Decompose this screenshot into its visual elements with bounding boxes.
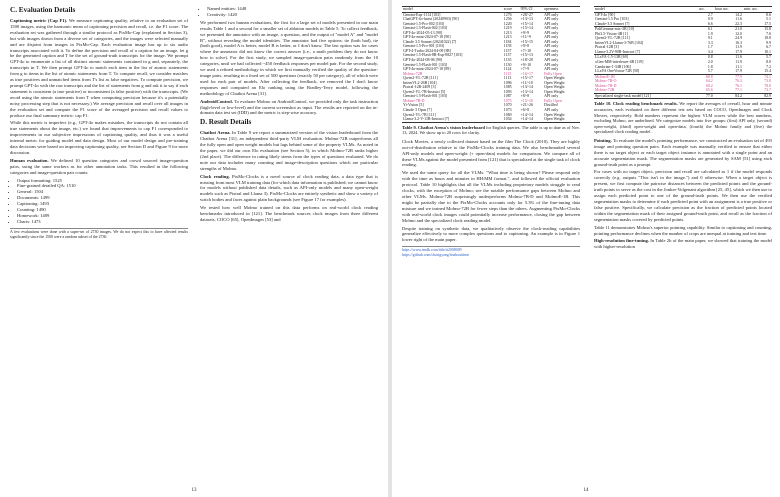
table-cell: InternVL2-Llama-3-76B [104] bbox=[595, 40, 644, 45]
table-cell: LLaVA-1.5-13B [69] bbox=[595, 55, 628, 60]
table-cell: Molmo-7B-O bbox=[595, 79, 617, 84]
page-number: 13 bbox=[191, 488, 197, 493]
table-cell: 11.6 bbox=[735, 17, 742, 22]
table-cell: API only bbox=[544, 21, 559, 26]
table-cell: +11/-10 bbox=[520, 80, 533, 85]
paragraph-high-res bbox=[594, 238, 772, 250]
page-number: 14 bbox=[583, 488, 589, 493]
table-cell: 6.7 bbox=[766, 45, 771, 50]
table-header-cell: model bbox=[402, 7, 503, 13]
table-cell: Gemini-1.5-Flash-002 [103] bbox=[403, 26, 448, 31]
table-cell: xGen-MM-interleave-4B [119] bbox=[595, 60, 644, 65]
table-cell: Gemini-Exp-1114 [103] bbox=[403, 12, 441, 17]
table-cell: +15/-16 bbox=[520, 98, 533, 103]
paragraph-clock-query: We used the same query for all the VLMs: "What time is being shown? Please respond only with the time as hours and minutes in HH:MM format.", and followed the official evaluation protocol. Table 10 highlights that all the VLMs including proprietary models struggle to read clocks, with the exception of Molmo; see the notable performance gaps between Molmo and other VLMs. Molmo-72B surprisingly underperforms Molmo-7B-D and MolmoE-1B. This might be partially due to the PixMo-Clocks accounts only for 5.3% of the fine-tuning data mixture and we trained Molmo-72B for fewer steps than the others. Augmenting PixMo-Clocks with real-world clock images could potentially increase performance, closing the gap between Molmo and the specialized clock reading model. bbox=[402, 170, 580, 223]
table-cell: 73.7 bbox=[743, 88, 772, 93]
table-cell: 78.0 bbox=[764, 83, 771, 88]
table-cell: Open Weight bbox=[543, 117, 580, 122]
table-9-caption bbox=[402, 125, 580, 136]
paragraph-pointing-results: Table 11 demonstrates Molmo's superior pointing capability. Similar to captioning and counting, pointing performance declines when the number of crops are unequal at training and test time. bbox=[594, 224, 772, 236]
table-cell: API only bbox=[544, 53, 559, 58]
paragraph-human-eval-method: We performed two human evaluations, the first for a large set of models presented in our main results Table 1 and a second for a smaller set of ablation models in Table 5. To collect feedback, we presented the annotator with an image, a question, and the output of "model A" and "model B", without revealing the model identities. The annotator had five options: tie (both bad), tie (both good), model A is better, model B is better, or I don't know. The last option was for cases where the annotator did not know the correct answer (i.e., a math problem they do not know how to solve). For the first study, we sampled image-question pairs randomly from the 10 categories, until we had collected ~450 feedback responses per model pair. For the second study, we used a refined methodology in which we first manually verified the quality of the question-image pairs, resulting in a fixed set of 500 questions (exactly 50 per category), all of which were used for each pair of models. After collecting the feedback, we removed the I don't know responses and computed an Elo ranking using the Bradley-Terry model, following the methodology of Chatbot Arena [31]. bbox=[200, 19, 378, 96]
table-cell: 1130 bbox=[503, 62, 512, 67]
table-cell: Claude 3 Opus [7] bbox=[403, 108, 432, 113]
table-cell: 1115 bbox=[503, 71, 512, 76]
table-cell: 24.9 bbox=[735, 36, 742, 41]
table-cell: 1.7 bbox=[707, 45, 713, 50]
table-cell: 14.2 bbox=[735, 12, 742, 17]
table-cell: Llama-3.2V-90B-Instruct [7] bbox=[594, 50, 698, 55]
paragraph-clock-generalize: Despite training on synthetic data, we qualitatively observe the clock-reading capabilities generalize effectively to more complex questions and to captioning. An example is in Figure 1 lower right of the main paper. bbox=[402, 225, 580, 243]
table-cell: Open Weight bbox=[544, 112, 565, 117]
table-cell: 1.9 bbox=[707, 31, 713, 36]
table-cell: +15/-15 bbox=[520, 39, 533, 44]
list-item: • Creativity: 1420 bbox=[207, 12, 378, 18]
table-cell: +7/-9 bbox=[520, 67, 530, 72]
table-10-caption bbox=[594, 101, 772, 135]
table-cell: 9.9 bbox=[766, 40, 771, 45]
paragraph-lead: AndroidControl. bbox=[200, 98, 233, 104]
table-cell: +9/-9 bbox=[520, 30, 530, 35]
table-cell: Llama-3.2-V-11B-Instruct [7] bbox=[402, 117, 503, 122]
table-cell: +13/-14 bbox=[520, 85, 533, 90]
table-cell: 76.3 bbox=[735, 79, 742, 84]
table-cell: Claude 3.5 Sonnet (20241022) [7] bbox=[403, 39, 457, 44]
table-cell: +9/-10 bbox=[520, 62, 531, 67]
list-item: • Captioning: 1493 bbox=[17, 201, 188, 207]
table-cell: ChatGPT-4o-latest (20240903) [90] bbox=[403, 17, 459, 22]
table-cell: 11.9 bbox=[735, 60, 742, 65]
paragraph-lead: High-resolution fine-tuning. bbox=[594, 238, 649, 244]
table-cell: 21.0 bbox=[735, 27, 742, 32]
list-item: • Counting: 1490 bbox=[17, 207, 188, 213]
table-row bbox=[594, 93, 772, 99]
table-cell: API only bbox=[544, 44, 559, 49]
table-header-cell: openness bbox=[543, 7, 580, 13]
list-item: • Output formatting: 1525 bbox=[17, 178, 188, 184]
paragraph-lead: Chatbot Arena. bbox=[200, 130, 231, 136]
table-body bbox=[594, 12, 772, 99]
paragraph-lead: Human evaluation. bbox=[10, 157, 49, 163]
paragraph-lead: Captioning metric (Cap F1). bbox=[10, 18, 68, 23]
table-cell: +11/-9 bbox=[520, 35, 531, 40]
table-cell: 17.5 bbox=[743, 22, 772, 27]
table-header-cell: model bbox=[594, 7, 698, 13]
table-cell: +21/-26 bbox=[520, 103, 533, 108]
table-cell: 0.8 bbox=[707, 55, 713, 60]
table-cell: 17.9 bbox=[714, 69, 743, 74]
list-item: • Fine-grained detailed QA: 1510 bbox=[17, 183, 188, 189]
list-item: • Homework: 1489 bbox=[17, 213, 188, 219]
table-cell: +18/-20 bbox=[520, 58, 533, 63]
right-page bbox=[392, 0, 780, 497]
table-cell: API only bbox=[544, 67, 559, 72]
table-cell: +7/-10 bbox=[520, 48, 531, 53]
table-cell: 1184 bbox=[503, 39, 512, 44]
table-cell: 65.6 bbox=[698, 88, 714, 93]
paragraph-clock-movies: Clock Movies, a newly collected dataset based on the film The Clock (2010). They are highly out-of-distribution relative to the PixMo-Clocks training data. We also benchmarked several API-only models and open-weight (+ open-data) models for comparison. We compare all of these VLMs against the model presented from [121] that is specialized at the single task of clock reading. bbox=[402, 138, 580, 168]
table-cell: 1158 bbox=[503, 44, 512, 49]
table-cell: Distilled bbox=[544, 103, 558, 108]
table-header-cell: min. acc. bbox=[743, 7, 772, 13]
table-cell: 1075 bbox=[503, 98, 512, 103]
paragraph-body: To evaluate Molmo on AndroidControl, we provided only the task instruction (high-level or low-level) and the current screenshot as input. The results are reported on the in-domain data test set (IDD) and the metric is step-wise accuracy. bbox=[200, 98, 378, 116]
table-cell: 1213 bbox=[503, 30, 512, 35]
left-page bbox=[0, 0, 388, 497]
right-page-column-2 bbox=[594, 6, 772, 252]
table-cell: Gemini-1.5-Pro-002 [103] bbox=[403, 21, 445, 26]
table-cell: API only bbox=[544, 94, 559, 99]
table-cell: 17.9 bbox=[714, 50, 743, 55]
table-cell: 1085 bbox=[503, 85, 512, 90]
table-cell: Qwen2-VL-72B [111] bbox=[403, 76, 438, 81]
table-cell: API only bbox=[544, 108, 559, 113]
table-cell: 9.1 bbox=[707, 36, 713, 41]
table-cell: MolmoE-1B bbox=[595, 74, 615, 79]
table-cell: 5.7 bbox=[766, 55, 771, 60]
table-cell: Specialized single-task model [121] bbox=[594, 93, 698, 99]
table-cell: 1069 bbox=[503, 112, 512, 117]
table-cell: Pixtral-12B [3] bbox=[595, 45, 619, 50]
table-cell: 77.1 bbox=[714, 88, 743, 93]
table-cell: API only bbox=[544, 26, 559, 31]
table-cell: +9/-8 bbox=[520, 44, 530, 49]
question-category-list-continued bbox=[200, 6, 378, 18]
table-cell: 1135 bbox=[503, 58, 512, 63]
table-header-cell: hour acc. bbox=[714, 7, 743, 13]
table-cell: API only bbox=[544, 58, 559, 63]
list-item: • Named entities: 1448 bbox=[207, 6, 378, 12]
table-cell: 2.0 bbox=[707, 60, 713, 65]
table-cell: +13/-14 bbox=[520, 89, 533, 94]
caption-lead: Table 9. Chatbot Arena's vision leaderboard bbox=[402, 124, 485, 130]
table-cell: +28/-27 bbox=[520, 12, 533, 17]
paragraph-body: We measure captioning quality, relative to an evaluation set of 1500 images, using the harmonic mean of captioning precision and recall, i.e. the F1 score. The evaluation set was gathered through a similar protocol as PixMo-Cap (explained in Section 3), but with images drawn from a diverse set of categories, and the images were selected manually and are disjoint from images in PixMo-Cap. Each evaluation image has up to six audio transcripts associated with it. To define the precision and recall of a caption for an image, let g be the generated caption and T be the set of ground-truth transcripts for the image. We prompt GPT-4o to enumerate a list of all distinct atomic statements contained in g and, separately, the transcripts in T. We then prompt GPT-4o to match each item in the list of atomic statements from g to items in the list of atomic statements from T. To compute recall, we consider matches as true positives and unmatched items from T's list as false negatives. To compute precision, we prompt GPT-4o with the raw transcripts and the list of statements from g and ask it to say if each statement is consistent (a true positive) or inconsistent (a false positive) with the transcripts. (We avoid using the atomic statements from T when computing precision because it's a potentially noisy processing step that is not necessary.) We average precision and recall over all images in the evaluation set and compute the F1 score of the averaged precision and recall values to produce our final summary metric: cap F1. bbox=[10, 18, 189, 118]
table-cell: Fully Open bbox=[544, 98, 562, 103]
table-cell: GPT-4o [90] bbox=[595, 12, 615, 17]
paragraph-body: PixMo-Clocks is a novel source of clock reading data, a data type that is missing from most VLM training data (for which data information is published; we cannot know for models without published data details, such as API-only models and many open-weight models such as Pixtral and Llama 3). PixMo-Clocks are entirely synthetic and show a variety of watch bodies and faces against plain backgrounds (see Figure 17 for examples). bbox=[200, 173, 378, 203]
table-cell: 74.1 bbox=[764, 74, 771, 79]
table-cell: +15/-14 bbox=[520, 21, 533, 26]
table-cell: 1.8 bbox=[707, 64, 713, 69]
table-cell: Qwen2-VL-7B-Instruct [5] bbox=[403, 89, 446, 94]
table-cell: Gemini-1.5-Flash-001 [103] bbox=[403, 94, 448, 99]
table-cell: 84.2 bbox=[714, 93, 743, 99]
table-cell: 16.3 bbox=[735, 40, 742, 45]
table-cell: 1093 bbox=[503, 89, 512, 94]
table-cell: 10.1 bbox=[743, 50, 772, 55]
table-cell: 15.8 bbox=[764, 27, 771, 32]
footnotes bbox=[402, 246, 580, 258]
table-cell: 6.6 bbox=[698, 22, 714, 27]
table-cell: +15/-14 bbox=[520, 26, 533, 31]
table-cell: 22.3 bbox=[714, 22, 743, 27]
table-cell: 7.2 bbox=[766, 64, 771, 69]
table-cell: 1256 bbox=[503, 17, 512, 22]
paragraph-pointing bbox=[594, 138, 772, 168]
table-cell: +16/-17 bbox=[520, 71, 533, 76]
table-cell: +15/-17 bbox=[520, 76, 533, 81]
table-cell: Molmo-7B-D bbox=[595, 83, 617, 88]
section-heading-evaluation: C. Evaluation Details bbox=[10, 6, 76, 14]
table-cell: Cambrian-1-34B [106] bbox=[595, 64, 631, 69]
table-cell: 0.9 bbox=[707, 17, 713, 22]
table-cell: 11.9 bbox=[735, 45, 742, 50]
table-cell: Gemini-1.5 Pro [103] bbox=[595, 17, 629, 22]
table-cell: 82.9 bbox=[743, 93, 772, 99]
table-cell: Gemini-1.5-Flash-8B-Exp-0827 [103] bbox=[403, 53, 463, 58]
table-cell: Qwen2-VL-7B [111] bbox=[403, 112, 436, 117]
table-cell: 77.0 bbox=[698, 93, 714, 99]
table-cell: 7.6 bbox=[766, 31, 771, 36]
paragraph-clock-reading bbox=[200, 174, 378, 204]
table-cell: 1096 bbox=[503, 80, 512, 85]
table-cell: API only bbox=[544, 62, 559, 67]
section-heading-results: D. Result Details bbox=[200, 118, 252, 127]
table-cell: 1157 bbox=[503, 48, 512, 53]
table-body bbox=[402, 12, 580, 122]
table-10-clock-reading bbox=[594, 6, 772, 99]
paragraph-body: In Table 2b of the main paper, we showed that training the model with higher-resolution bbox=[594, 238, 772, 250]
table-cell: 1276 bbox=[503, 12, 512, 17]
table-cell: 5.7 bbox=[698, 69, 714, 74]
table-cell: Qwen2-VL-72B [111] bbox=[595, 36, 630, 41]
table-cell: +14/-14 bbox=[520, 117, 544, 122]
table-cell: 1070 bbox=[503, 103, 512, 108]
table-cell: API only bbox=[544, 17, 559, 22]
paragraph-clock-benchmarks: We tested how well Molmo trained on this data performs on real-world clock reading benchmarks introduced in [121]. The benchmark sources clock images from three different datasets, COCO [65], OpenImages [53] and bbox=[200, 205, 378, 222]
table-cell: Pixtral-12B-2409 [3] bbox=[403, 85, 436, 90]
table-header-cell: 95% CI bbox=[520, 7, 544, 13]
table-cell: +8/-8 bbox=[520, 94, 530, 99]
table-row bbox=[402, 117, 580, 122]
table-cell: GPT-4-Turbo-2024-04-09 [88] bbox=[403, 48, 451, 53]
table-cell: GPT-4o-mini-2024-07-18 [89] bbox=[403, 67, 451, 72]
table-cell: 1087 bbox=[503, 94, 512, 99]
paragraph-lead: Pointing. bbox=[594, 137, 612, 143]
table-cell: API only bbox=[544, 39, 559, 44]
table-cell: 3.3 bbox=[707, 40, 713, 45]
table-cell: +14/-14 bbox=[520, 112, 533, 117]
paragraph-body: In Table 9 we report a summarized version of the vision leaderboard from the Chatbot Arena [31], an independent third-party VLM evaluation. Molmo-72B outperforms all the fully open and open weight models but lags behind some of the property VLMs. As noted in the paper, we did our own Elo evaluation (see Section 5), in which Molmo-72B ranks higher (2nd place). The difference in rating likely stems from the types of questions evaluated. We do note our data includes many counting and image-description questions which are particular strengths of Molmo. bbox=[200, 130, 378, 171]
table-cell: Molmo-7B-D bbox=[403, 98, 425, 103]
table-cell: 68.2 bbox=[705, 83, 713, 88]
table-cell: Molmo-72B bbox=[403, 71, 423, 76]
paragraph-chatbot-arena bbox=[200, 130, 378, 171]
footnote: A few evaluations were done with a super-set of 2730 images. We do not expect this to have affected results significantly since the 1500 were a random subset of the 2730. bbox=[10, 229, 188, 239]
table-cell: +6/-8 bbox=[520, 108, 530, 113]
list-item: • Documents: 1499 bbox=[17, 195, 188, 201]
paragraph-androidcontrol bbox=[200, 99, 378, 117]
table-header-cell: acc. bbox=[698, 7, 714, 13]
table-cell: 18.8 bbox=[764, 36, 771, 41]
list-item: • Charts: 1473 bbox=[17, 219, 188, 225]
paragraph-body: We defined 10 question categories and crowd sourced image-question pairs, using the same workers as for other annotation tasks. This resulted in the following categories and image-question pair counts: bbox=[10, 157, 189, 175]
table-cell: 1219 bbox=[503, 26, 512, 31]
table-cell: 1113 bbox=[503, 76, 512, 81]
table-cell: API only bbox=[544, 35, 559, 40]
table-cell: 5.1 bbox=[766, 17, 771, 22]
table-cell: 8.0 bbox=[766, 60, 771, 65]
table-cell: GPT-4o-2024-08-06 [90] bbox=[403, 58, 443, 63]
right-page-column-1 bbox=[402, 6, 580, 258]
table-cell: 1220 bbox=[503, 21, 512, 26]
list-item: • General: 1504 bbox=[17, 189, 188, 195]
table-9-vision-leaderboard bbox=[402, 6, 580, 123]
table-cell: 15.4 bbox=[743, 69, 772, 74]
table-cell: 64.2 bbox=[705, 79, 713, 84]
table-cell: +13/-13 bbox=[520, 17, 533, 22]
paragraph-captioning-metric bbox=[10, 18, 188, 118]
table-cell: Yi-Vision [5] bbox=[403, 103, 424, 108]
paragraph-lead: Clock reading. bbox=[200, 173, 230, 179]
table-cell: Open Weight bbox=[544, 80, 565, 85]
table-cell: 1054 bbox=[503, 117, 520, 122]
table-cell: 1073 bbox=[503, 108, 512, 113]
table-cell: 76.1 bbox=[735, 83, 742, 88]
table-cell: 11.1 bbox=[735, 64, 742, 69]
table-cell: Claude-3.5 Sonnet [7] bbox=[594, 22, 698, 27]
table-cell: 77.9 bbox=[735, 74, 742, 79]
table-cell: API only bbox=[544, 12, 559, 17]
table-cell: 8.6 bbox=[766, 12, 771, 17]
paragraph-human-evaluation bbox=[10, 158, 188, 176]
table-cell: PaliGemma-mix-3B [10] bbox=[595, 27, 635, 32]
table-cell: 1137 bbox=[503, 53, 512, 58]
table-cell: 12.0 bbox=[735, 31, 742, 36]
table-cell: 68.8 bbox=[705, 74, 713, 79]
left-page-column-1 bbox=[10, 6, 188, 239]
table-cell: +15/-13 bbox=[520, 53, 533, 58]
table-cell: Molmo-72B bbox=[594, 88, 698, 93]
table-cell: Open Weight bbox=[544, 76, 565, 81]
caption-body: for English queries. The table is up to date as of Nov. 13, 2024. We show up to 20 rows for clarity. bbox=[402, 124, 581, 136]
caption-body: We report the averages of overall, hour and minute accuracies, each evaluated on three different test sets based on COCO, OpenImages and Clock Movies, respectively. Bold numbers represent the highest VLM scores while the best numbers, excluding Molmo, are underlined. We categorize models into five groups: (first) API only, (second) open-weight, (third) open-weight and open-data, (fourth) the Molmo family and (five) the specialized clock reading model. bbox=[594, 101, 772, 135]
table-cell: Gemini-1.5-Flash-001 [103] bbox=[403, 62, 448, 67]
table-cell: 73.8 bbox=[764, 79, 771, 84]
table-cell: 11.6 bbox=[735, 55, 742, 60]
left-page-column-2 bbox=[200, 6, 378, 225]
table-cell: Gemini-1.5-Pro-001 [103] bbox=[403, 44, 445, 49]
paragraph-pointing-metric: For cases with no target object, precision and recall are calculated as 1 if the model responds correctly (e.g. outputs "This isn't in the image.") and 0 otherwise. When a target object is present, we first compute the pairwise distances between the predicted points and the ground-truth points to serve as the cost in the Jonker-Volgenant algorithm [25, 45], which we then use to assign each predicted point to one of the ground-truth points. We then use the verified segmentation masks to determine if each predicted point with an assignment is a true positive or false positive. Specifically, we calculate precision as the fraction of predicted points located within the segmentation mask of their assigned ground-truth point, and recall as the fraction of segmentation masks covered by predicted points. bbox=[594, 169, 772, 222]
table-cell: API only bbox=[544, 30, 559, 35]
table-cell: 2.7 bbox=[707, 12, 713, 17]
table-cell: Open Weight bbox=[544, 89, 565, 94]
footnote-link[interactable]: https://www.imdb.com/title/tt2008009 bbox=[402, 248, 462, 253]
table-cell: 1124 bbox=[503, 67, 512, 72]
table-cell: Fully Open bbox=[544, 71, 562, 76]
caption-lead: Table 10. Clock reading benchmark results. bbox=[594, 101, 678, 107]
question-category-list bbox=[10, 178, 188, 225]
table-cell: GPT-4o-2024-05-13 [90] bbox=[403, 30, 443, 35]
table-cell: LLaVA OneVision-72B [58] bbox=[594, 69, 698, 74]
table-cell: 6.1 bbox=[707, 27, 713, 32]
table-cell: API only bbox=[544, 48, 559, 53]
table-cell: InternVL2-26B [104] bbox=[403, 80, 437, 85]
table-cell: Phi3.5-Vision-4B [1] bbox=[595, 31, 628, 36]
table-cell: Open Weight bbox=[544, 85, 565, 90]
table-cell: GPT-4o-mini-2024-07-18 [90] bbox=[403, 35, 451, 40]
paragraph-body: To evaluate the model's pointing performance, we constructed an evaluation set of 493 image and pointing question pairs. Each example was manually verified to ensure that either there is no target object or each target object instance is annotated with a single point and an accurate segmentation mask. The segmentation masks are generated by SAM [51] using each ground-truth point as a prompt. bbox=[594, 137, 772, 167]
table-header-cell: score bbox=[503, 7, 520, 13]
footnote-link[interactable]: https://github.com/charigyang/itsabouttime bbox=[402, 253, 470, 258]
paragraph-metric-imperfect: While this metric is imperfect (e.g., GPT-4o makes mistakes, the transcripts do not contain all true statements about the image, etc.) we found that improvements to cap F1 corresponded to improvements in our subjective impressions of captioning quality, and thus it was a useful internal metric for guiding model and data design. Most of our model design and pre-training data decisions were based on improving captioning quality, see Section D and Figure 9 for more discussion. bbox=[10, 120, 188, 155]
table-cell: 3.4 bbox=[698, 50, 714, 55]
table-cell: 1213 bbox=[503, 35, 512, 40]
